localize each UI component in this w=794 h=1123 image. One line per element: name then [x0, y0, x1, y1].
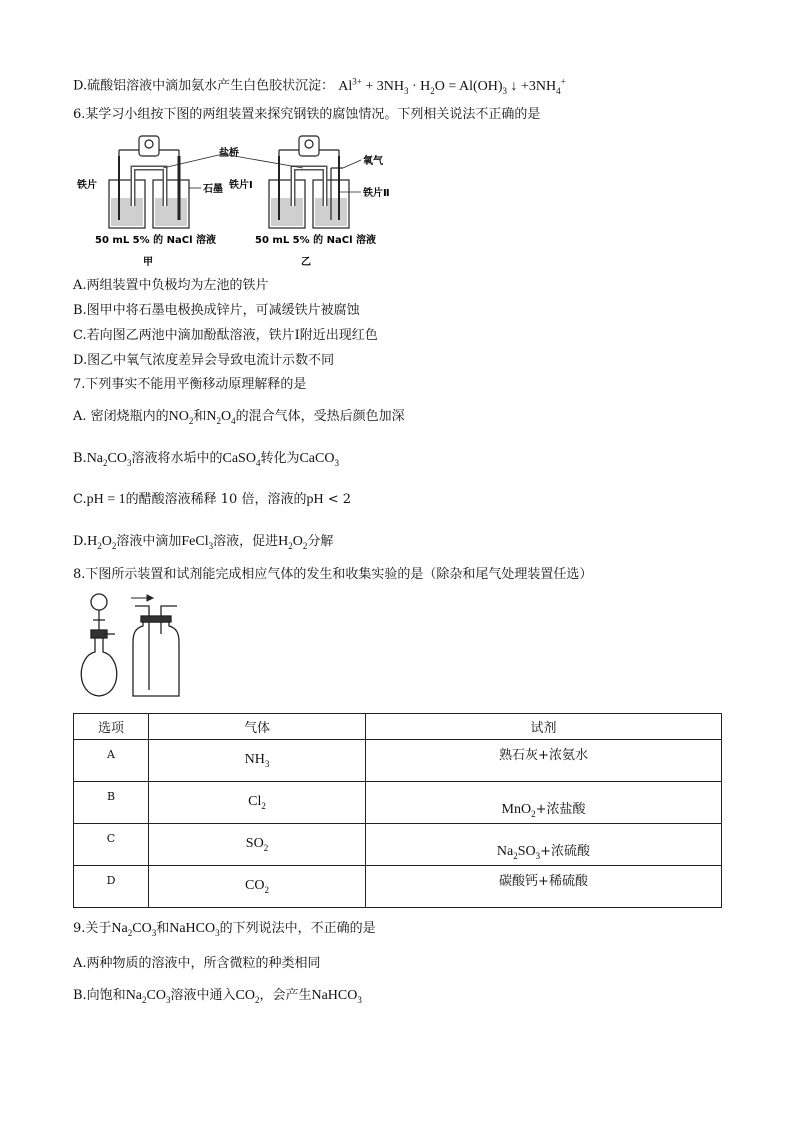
label-solution-a: 50 mL 5% 的 NaCl 溶液: [95, 235, 216, 246]
q8-apparatus: [73, 590, 193, 702]
q6-option-d: D.图乙中氧气浓度差异会导致电流计示数不同: [73, 353, 335, 368]
q7-option-b: $B.Na_2CO_3$溶液将水垢中的CaSO$_4$转化为CaCO$_3$: [73, 451, 339, 468]
q8-stem: 8.下图所示装置和试剂能完成相应气体的发生和收集实验的是（除杂和尾气处理装置任选）: [73, 567, 593, 582]
q6-stem: 6.某学习小组按下图的两组装置来探究钢铁的腐蚀情况。下列相关说法不正确的是: [73, 107, 541, 122]
label-salt-bridge: 盐桥: [219, 148, 239, 159]
label-iron: 铁片: [77, 180, 97, 191]
q9-stem: 9.关于$Na_2CO_3$和NaHCO$_3$的下列说法中，不正确的是: [73, 921, 376, 938]
q7-option-a: A. 密闭烧瓶内的$NO_2$和$N_2O_4$的混合气体，受热后颜色加深: [73, 409, 405, 426]
caption-a: 甲: [143, 257, 153, 268]
label-iron-2: 铁片Ⅱ: [363, 188, 390, 199]
apparatus-a: [109, 136, 189, 228]
q5-option-d: D.硫酸铝溶液中滴加氨水产生白色胶状沉淀： $Al^{3+} + 3NH_3 \cdot H_2O = Al(OH)_3$ ↓ $+3NH_4^+$: [73, 76, 566, 96]
header-option: 选项: [74, 714, 149, 740]
q7-option-c: C.pH = 1的醋酸溶液稀释 10 倍，溶液的pH < 2: [73, 492, 352, 507]
table-row: A $NH_3$ 熟石灰+浓氨水: [74, 740, 722, 782]
q7-option-d: $D.H_2O_2$溶液中滴加FeCl$_3$溶液，促进$H_2O_2$分解: [73, 534, 334, 551]
label-graphite: 石墨: [203, 184, 223, 195]
q6-option-b: B.图甲中将石墨电极换成锌片，可减缓铁片被腐蚀: [73, 303, 360, 318]
header-gas: 气体: [149, 714, 366, 740]
q6-option-c: C.若向图乙两池中滴加酚酞溶液，铁片Ⅰ附近出现红色: [73, 328, 378, 343]
table-header: [74, 714, 722, 740]
q6-option-a: A.两组装置中负极均为左池的铁片: [73, 278, 269, 293]
label-solution-b: 50 mL 5% 的 NaCl 溶液: [255, 235, 376, 246]
q8-table: [73, 713, 722, 908]
label-iron-1: 铁片Ⅰ: [229, 180, 253, 191]
table-row: D $CO_2$ 碳酸钙+稀硫酸: [74, 866, 722, 908]
caption-b: 乙: [301, 257, 311, 268]
table-row: C $SO_2$ $Na_2SO_3+$浓硫酸: [74, 824, 722, 866]
q7-stem: 7.下列事实不能用平衡移动原理解释的是: [73, 377, 307, 392]
q9-option-a: A.两种物质的溶液中，所含微粒的种类相同: [73, 956, 321, 971]
apparatus-b: [269, 136, 349, 228]
header-reagent: 试剂: [366, 714, 722, 740]
q9-option-b: B.向饱和$Na_2CO_3$溶液中通入$CO_2$，会产生NaHCO$_3$: [73, 988, 362, 1005]
label-oxygen: 氧气: [363, 156, 383, 167]
q5-equation: $Al^{3+} + 3NH_3 \cdot H_2O = Al(OH)_3$ ↓ $+3NH_4^+$: [338, 76, 566, 96]
q6-diagram: [73, 128, 403, 270]
table-row: B $Cl_2$ MnO$_2$+浓盐酸: [74, 782, 722, 824]
